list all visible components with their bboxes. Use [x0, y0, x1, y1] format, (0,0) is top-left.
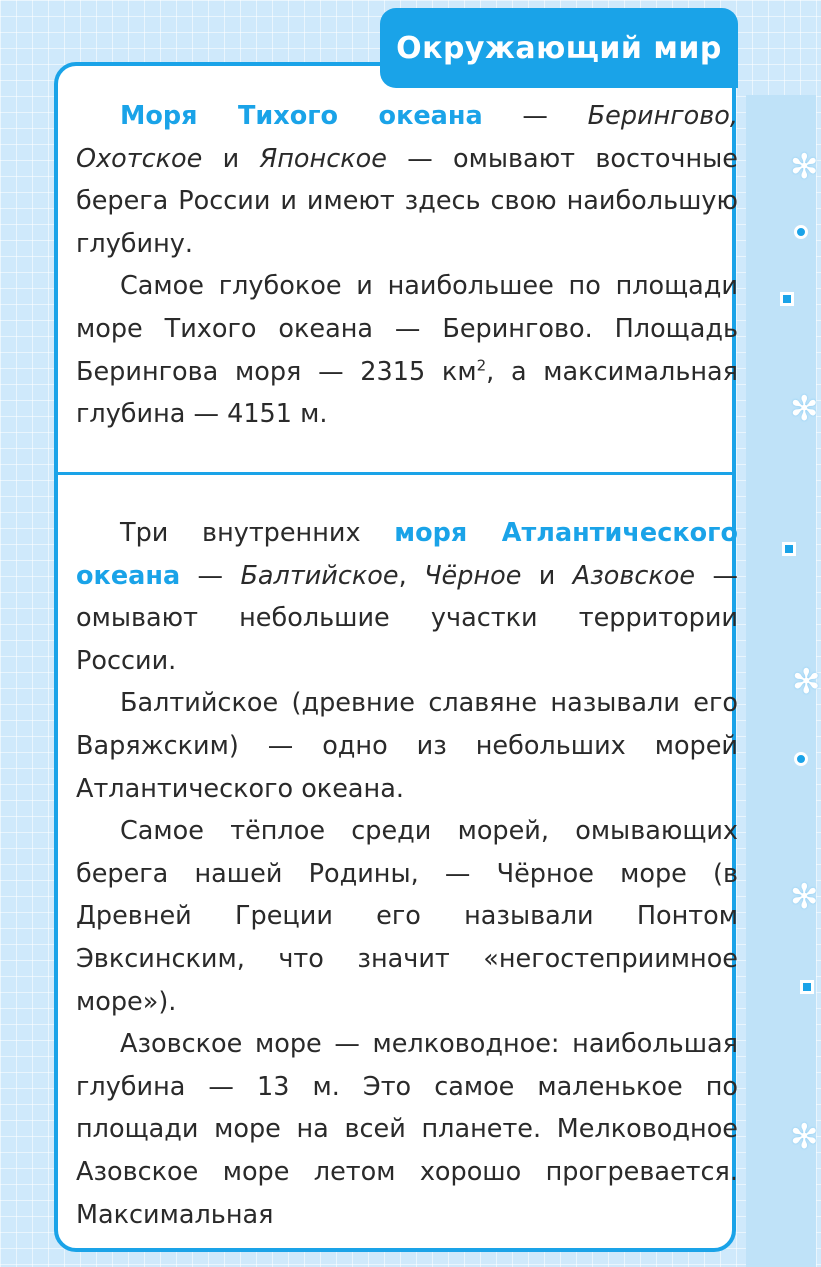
pacific-section	[76, 95, 738, 436]
paragraph: Моря Тихого океана — Берингово, Охотское и Японское — омывают восточные берега России и имеют здесь свою наибольшую глубину.	[76, 101, 738, 259]
square-icon	[780, 292, 794, 306]
paragraph: Балтийское (древние славяне называли его Варяжским) — одно из небольших морей Атлантического океана.	[76, 688, 738, 804]
highlight-term: Моря Тихого океана	[120, 101, 483, 131]
subject-header-tab	[380, 8, 738, 88]
subject-title: Окружающий мир	[396, 30, 722, 66]
paragraph: Самое глубокое и наибольшее по площади море Тихого океана — Берингово. Площадь Берингова моря — 2315 $км^2$, а максимальная глубина — 4151 м.	[76, 271, 738, 430]
paragraph: Три внутренних моря Атлантического океана — Балтийское, Чёрное и Азовское — омывают небольшие участки территории России.	[76, 518, 738, 676]
dot-icon	[794, 225, 808, 239]
snowflake-icon: ✻	[790, 147, 819, 187]
paragraph: Азовское море — мелководное: наибольшая глубина — 13 м. Это самое маленькое по площади море на всей планете. Мелководное Азовское море летом хорошо прогревается. Максимальная	[76, 1029, 738, 1230]
square-icon	[800, 980, 814, 994]
paragraph: Самое тёплое среди морей, омывающих берега нашей Родины, — Чёрное море (в Древней Греции его называли Понтом Эвксинским, что значит «негостеприимное море»).	[76, 816, 738, 1017]
square-icon	[782, 542, 796, 556]
snowflake-icon: ✻	[790, 877, 819, 917]
dot-icon	[794, 752, 808, 766]
highlight-term: моря Атлантического океана	[76, 518, 738, 591]
snowflake-icon: ✻	[790, 389, 819, 429]
snowflake-icon: ✻	[790, 1117, 819, 1157]
section-divider	[58, 472, 732, 475]
atlantic-section	[76, 512, 738, 1236]
snowflake-icon: ✻	[792, 662, 821, 702]
